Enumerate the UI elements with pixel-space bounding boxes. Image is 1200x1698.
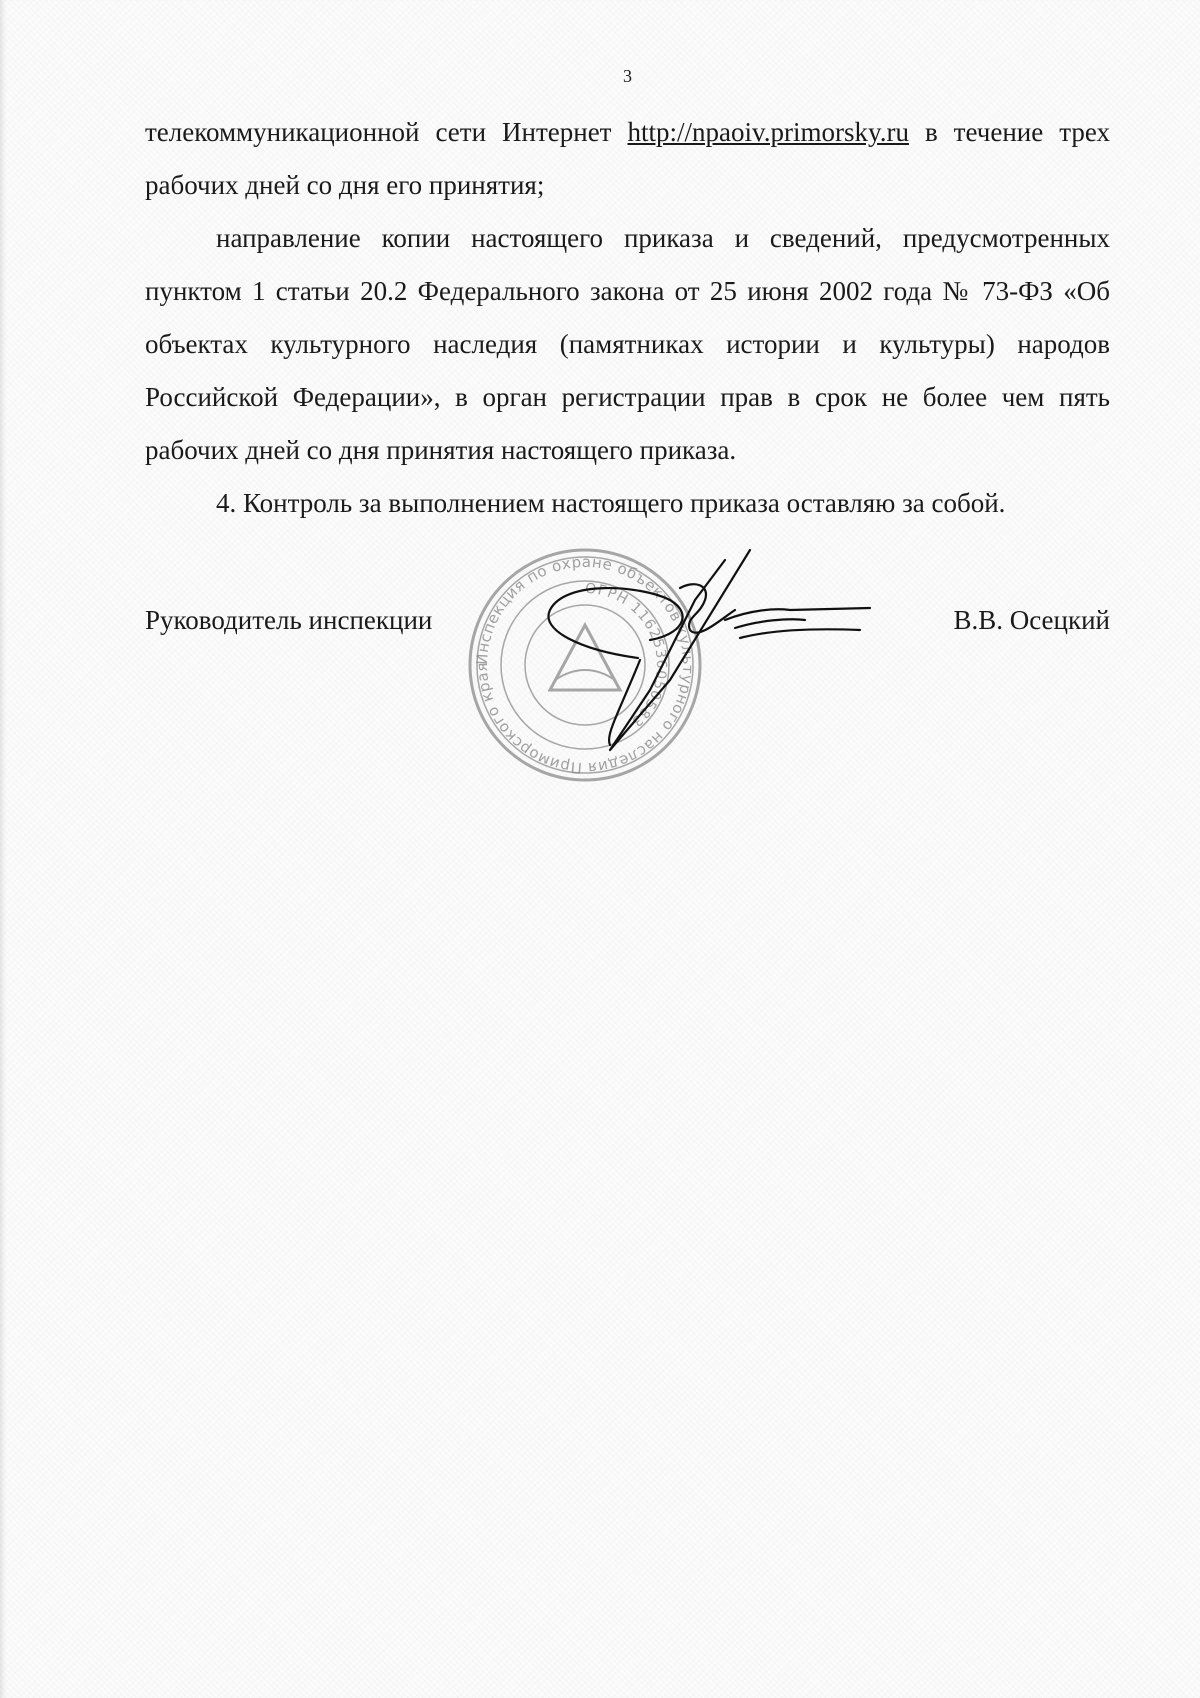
page-number: 3 — [623, 66, 632, 86]
paragraph-1-tail: в течение трех рабочих дней со дня его принятия; — [145, 117, 1110, 200]
paragraph-1-text: телекоммуникационной сети Интернет — [145, 117, 628, 147]
paragraph-publication — [145, 106, 1110, 212]
signer-name: В.В. Осецкий — [953, 605, 1110, 635]
handwritten-signature-icon — [520, 540, 880, 760]
seal-outer-text: Инспекция по охране объектов культурного наследия Приморского края — [472, 552, 698, 778]
signer-title: Руководитель инспекции — [145, 605, 433, 635]
paragraph-registration: направление копии настоящего приказа и сведений, предусмотренных пунктом 1 статьи 20.2 Федерального закона от 25 июня 2002 года № 73-ФЗ «Об объектах культурного наследия (памятниках истории и культуры) народов Российской Федерации», в орган регистрации прав в срок не более чем пять рабочих дней со дня принятия настоящего приказа. — [145, 223, 1110, 465]
website-link[interactable]: http://npaoiv.primorsky.ru — [627, 117, 909, 147]
seal-inner-text: ОГРН 1162536050583 — [584, 580, 670, 730]
paragraph-control: 4. Контроль за выполнением настоящего приказа оставляю за собой. — [216, 488, 1006, 518]
document-body — [145, 106, 1110, 530]
